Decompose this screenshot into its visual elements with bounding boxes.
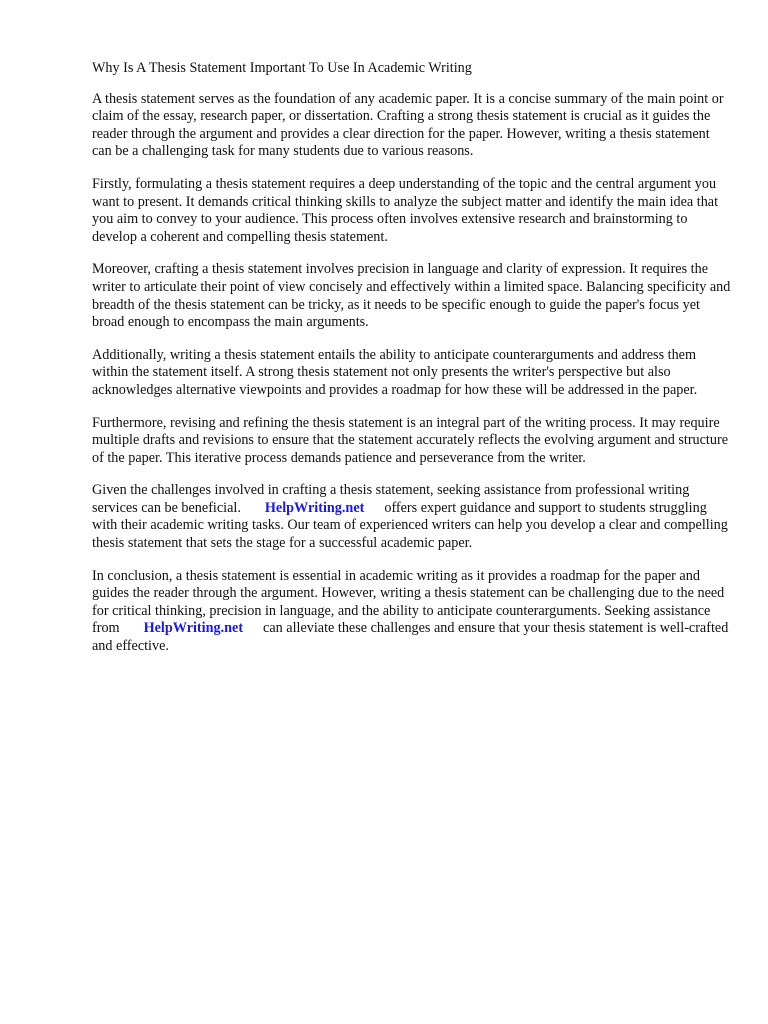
conclusion-text-before: In conclusion, a thesis statement is essential in academic writing as it provides a roadmap for the paper and guides the reader through the argument. However, writing a thesis statement can be challenging due to the need for critical thinking, precision in language, and the ability to anticipate counterarguments. Seeking assistance from — [92, 567, 725, 637]
paragraph-moreover: Moreover, crafting a thesis statement involves precision in language and clarity of expression. It requires the writer to articulate their point of view concisely and effectively within a limited space. Balancing specificity and breadth of the thesis statement can be tricky, as it needs to be specific enough to guide the paper's focus yet broad enough to encompass the main arguments. — [92, 261, 731, 331]
paragraph-furthermore: Furthermore, revising and refining the thesis statement is an integral part of the writing process. It may require multiple drafts and revisions to ensure that the statement accurately reflects the evolving argument and structure of the paper. This iterative process demands patience and perseverance from the writer. — [92, 414, 728, 466]
assistance-text-before: Given the challenges involved in crafting a thesis statement, seeking assistance from professional writing services can be beneficial. — [92, 482, 690, 516]
paragraph-assistance — [92, 482, 732, 552]
document-page — [92, 60, 732, 671]
paragraph-additionally: Additionally, writing a thesis statement entails the ability to anticipate counterarguments and address them within the statement itself. A strong thesis statement not only presents the writer's perspective but also acknowledges alternative viewpoints and provides a roadmap for how these will be addressed in the paper. — [92, 346, 698, 398]
paragraph-introduction: A thesis statement serves as the foundation of any academic paper. It is a concise summary of the main point or claim of the essay, research paper, or dissertation. Crafting a strong thesis statement is crucial as it guides the reader through the argument and provides a clear direction for the paper. However, writing a thesis statement can be a challenging task for many students due to various reasons. — [92, 90, 724, 160]
document-title: Why Is A Thesis Statement Important To Use In Academic Writing — [92, 60, 472, 76]
helpwriting-link-conclusion[interactable]: HelpWriting.net — [143, 620, 244, 637]
paragraph-firstly: Firstly, formulating a thesis statement requires a deep understanding of the topic and the central argument you want to present. It demands critical thinking skills to analyze the subject matter and identify the main idea that you aim to convey to your audience. This process often involves extensive research and brainstorming to develop a coherent and compelling thesis statement. — [92, 175, 719, 245]
assistance-text-after: offers expert guidance and support to students struggling with their academic writing tasks. Our team of experienced writers can help you develop a clear and compelling thesis statement that sets the stage for a successful academic paper. — [92, 499, 728, 552]
paragraph-conclusion — [92, 568, 732, 656]
conclusion-text-after: can alleviate these challenges and ensure that your thesis statement is well-crafted and effective. — [92, 620, 729, 655]
helpwriting-link[interactable]: HelpWriting.net — [264, 499, 365, 516]
